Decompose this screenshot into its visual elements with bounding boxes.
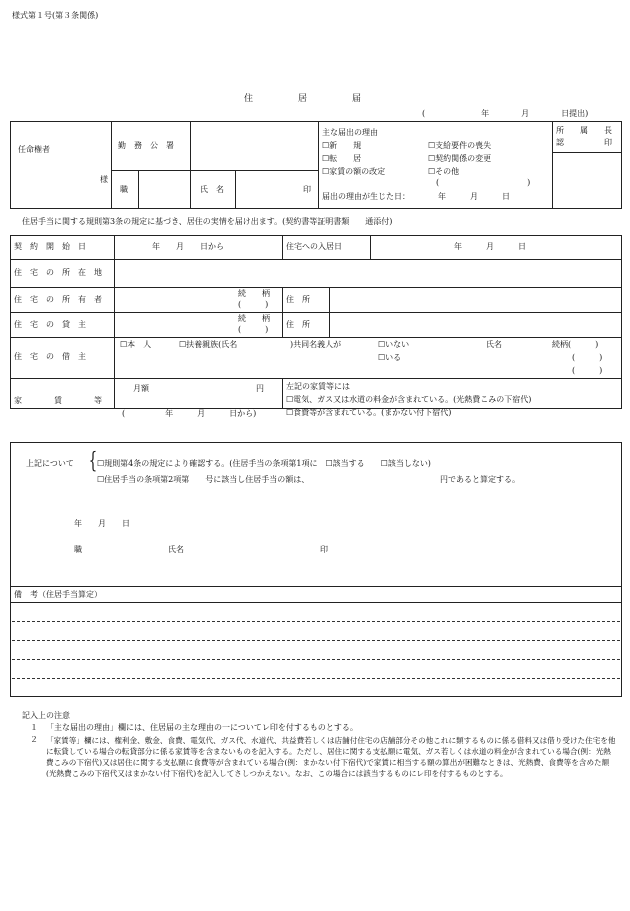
owner-label: 住 宅 の 所 有 者	[14, 295, 102, 304]
yen-label: 円	[256, 384, 264, 393]
reason-move-checkbox[interactable]: ☐転 居	[322, 154, 362, 163]
confirm-date[interactable]: 年 月 日	[74, 519, 130, 528]
reason-loss-checkbox[interactable]: ☐支給要件の喪失	[428, 141, 492, 150]
form-number: 様式第１号(第３条関係)	[12, 11, 99, 20]
form-title: 住 居 届	[244, 94, 362, 104]
note-1-number: １	[30, 723, 38, 732]
move-in-label: 住宅への入居日	[286, 242, 342, 251]
contract-start-label: 契 約 開 始 日	[14, 242, 86, 251]
remarks-line[interactable]	[12, 659, 620, 660]
reason-other-field[interactable]: ( )	[436, 178, 531, 187]
address-label: 住 宅 の 所 在 地	[14, 268, 102, 277]
monthly-label: 月額	[133, 384, 149, 393]
co-owner-relation-label: 続柄( )	[552, 340, 599, 349]
reason-contract-checkbox[interactable]: ☐契約関係の変更	[428, 154, 492, 163]
owner-relation-label: 続 柄	[238, 289, 270, 298]
co-owner-label: )共同名義人が	[290, 340, 342, 349]
remarks-line[interactable]	[12, 640, 620, 641]
submission-date: ( 年 月 日提出)	[422, 109, 589, 118]
co-owner-none-checkbox[interactable]: ☐いない	[378, 340, 410, 349]
dept-head-label: 所 属 長	[556, 126, 612, 135]
note-1: 「主な届出の理由」欄には、住居届の主な理由の一についてレ印を付するものとする。	[46, 723, 358, 732]
confirm-post-label: 職	[74, 545, 82, 554]
confirm-line-2-end: 円であると算定する。	[440, 475, 520, 484]
lender-relation-field[interactable]: ( )	[238, 325, 269, 334]
appointer-label: 任命権者	[18, 145, 50, 154]
reason-title: 主な届出の理由	[322, 128, 378, 137]
lender-relation-label: 続 柄	[238, 314, 270, 323]
contract-start-field[interactable]: 年 月 日から	[152, 242, 224, 251]
co-owner-exists-checkbox[interactable]: ☐いる	[378, 353, 402, 362]
dept-head-seal-label: 認 印	[556, 138, 612, 147]
owner-relation-field[interactable]: ( )	[238, 300, 269, 309]
declaration-text: 住居手当に関する規則第3条の規定に基づき、居住の実情を届け出ます。(契約書等証明書類 通添付)	[22, 217, 393, 226]
confirm-line-2[interactable]: ☐住居手当の条項第2項第 号に該当し住居手当の額は、	[97, 475, 310, 484]
confirm-lead: 上記について	[26, 459, 74, 468]
lender-residence-label: 住 所	[286, 320, 310, 329]
co-owner-relation-field-2[interactable]: ( )	[572, 353, 603, 362]
seal-label: 印	[303, 185, 311, 194]
confirm-seal-label: 印	[320, 545, 328, 554]
borrower-label: 住 宅 の 借 主	[14, 352, 86, 361]
reason-other-checkbox[interactable]: ☐その他	[428, 167, 460, 176]
sama-label: 様	[100, 175, 108, 184]
utilities-checkbox[interactable]: ☐電気、ガス又は水道の料金が含まれている。(光熱費こみの下宿代)	[286, 395, 532, 404]
move-in-field[interactable]: 年 月 日	[454, 242, 526, 251]
co-owner-relation-field-3[interactable]: ( )	[572, 366, 603, 375]
note-2-number: ２	[30, 735, 38, 744]
dependent-checkbox[interactable]: ☐扶養親族(氏名	[179, 340, 238, 349]
reason-date: 届出の理由が生じた日： 年 月 日	[322, 192, 510, 201]
top-table	[10, 121, 622, 209]
reason-rent-change-checkbox[interactable]: ☐家賃の額の改定	[322, 167, 386, 176]
owner-residence-label: 住 所	[286, 295, 310, 304]
brace-mark: {	[88, 449, 98, 474]
rent-from-date[interactable]: ( 年 月 日から)	[122, 409, 257, 418]
lender-label: 住 宅 の 貸 主	[14, 320, 86, 329]
remarks-line[interactable]	[12, 678, 620, 679]
meals-checkbox[interactable]: ☐食費等が含まれている。(まかない付下宿代)	[286, 408, 452, 417]
note-2: 「家賃等」欄には、権利金、敷金、食費、電気代、ガス代、水道代、共益費若しくは店舗付住宅の店舗部分その他これに類するものに係る借料又は借り受けた住宅を他に転貸している場合の転貸部分に係る家賃等を含まないものを記入する。ただし、居住に関する支払額に電気、ガス若しくは水道の料金が含まれている場合(例：光熱費こみの下宿代)又は居住に関する支払額に食費等が含まれている場合(例：まかない付下宿代)で家賃に相当する額の算出が困難なときは、光熱費、食費等を含めた額(光熱費こみの下宿代又はまかない付下宿代)を記入してさしつかえない。なお、この場合には該当するものにレ印を付するものとする。	[46, 736, 616, 778]
post-label: 職	[120, 185, 128, 194]
reason-new-checkbox[interactable]: ☐新 規	[322, 141, 362, 150]
office-label: 勤 務 公 署	[118, 141, 174, 150]
name-label: 氏 名	[200, 185, 224, 194]
co-owner-name-label: 氏名	[486, 340, 502, 349]
self-checkbox[interactable]: ☐本 人	[120, 340, 152, 349]
remarks-title: 備 考（住居手当算定）	[14, 590, 102, 599]
confirm-line-1[interactable]: ☐規則第4条の規定により確認する。(住居手当の条項第1項に ☐該当する ☐該当しない)	[97, 459, 431, 468]
confirm-name-label: 氏名	[168, 545, 184, 554]
notes-title: 記入上の注意	[22, 711, 70, 720]
rent-label: 家 賃 等	[14, 396, 102, 405]
remarks-line[interactable]	[12, 621, 620, 622]
rent-includes-title: 左記の家賃等には	[286, 382, 350, 391]
